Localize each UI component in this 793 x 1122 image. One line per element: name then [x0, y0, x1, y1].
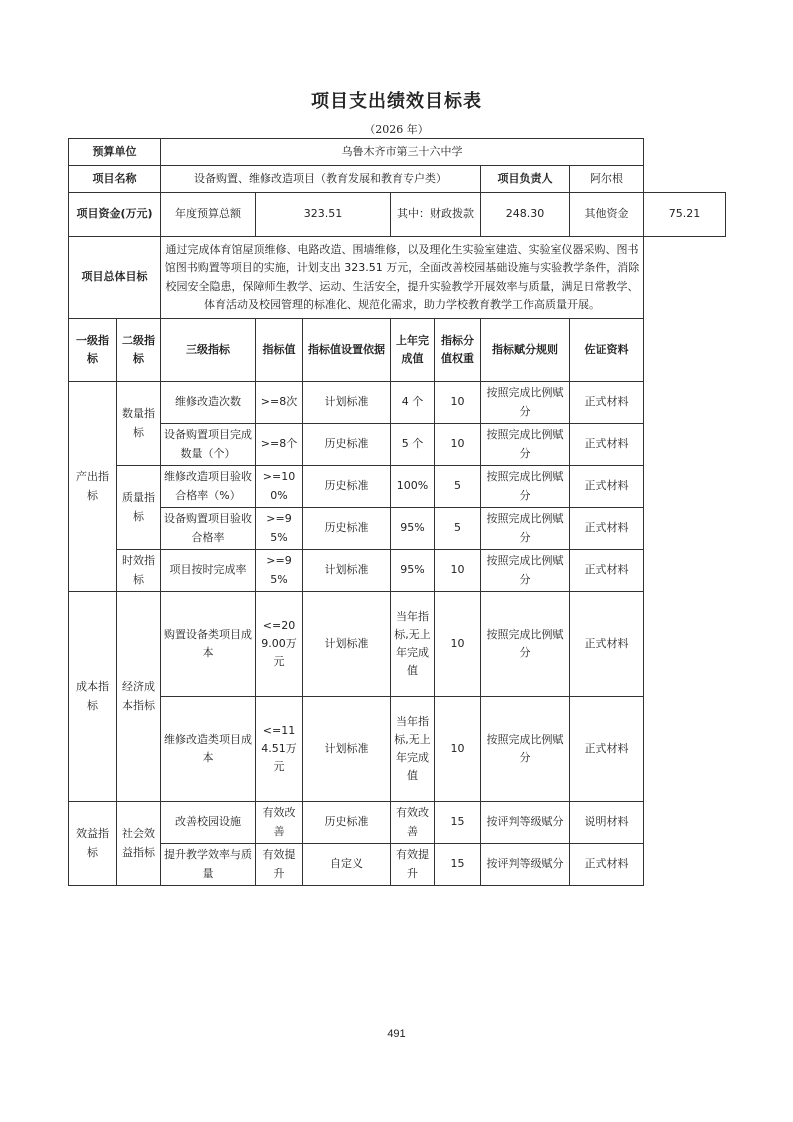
col-value: 指标值	[256, 319, 303, 382]
scoring-rule: 按照完成比例赋分	[481, 697, 570, 802]
page-number: 491	[387, 1028, 406, 1040]
col-level2: 二级指标	[117, 319, 161, 382]
goal-row	[69, 237, 726, 319]
goal-label: 项目总体目标	[69, 237, 161, 319]
evidence: 正式材料	[570, 550, 644, 592]
indicator: 维修改造类项目成本	[161, 697, 256, 802]
col-evidence: 佐证资料	[570, 319, 644, 382]
budget-unit-row	[69, 139, 726, 166]
indicator-value: >=100%	[256, 466, 303, 508]
table-row	[69, 592, 726, 697]
last-year-value: 4 个	[391, 382, 435, 424]
last-year-value: 有效改善	[391, 802, 435, 844]
other-value: 75.21	[644, 193, 726, 237]
fiscal-label: 其中：财政拨款	[391, 193, 481, 237]
indicator-basis: 计划标准	[303, 592, 391, 697]
goal-text: 通过完成体育馆屋顶维修、电路改造、围墙维修，以及理化生实验室建造、实验室仪器采购、图书馆图书购置等项目的实施，计划支出 323.51 万元，全面改善校园基础设施与实验教学条件，消除校园安全隐患，保障师生教学、运动、生活安全，提升实验教学开展效率与质量，满足日常教学、体育活动及校园管理的标准化、规范化需求，助力学校教育教学工作高质量开展。	[161, 237, 644, 319]
weight: 15	[435, 802, 481, 844]
scoring-rule: 按评判等级赋分	[481, 802, 570, 844]
leader-label: 项目负责人	[481, 166, 570, 193]
indicator-value: >=8次	[256, 382, 303, 424]
indicator: 维修改造项目验收合格率（%）	[161, 466, 256, 508]
indicator-value: >=95%	[256, 508, 303, 550]
indicator-value: 有效提升	[256, 844, 303, 886]
weight: 10	[435, 424, 481, 466]
indicator: 设备购置项目验收合格率	[161, 508, 256, 550]
scoring-rule: 按照完成比例赋分	[481, 466, 570, 508]
table-row	[69, 382, 726, 424]
level1-cost: 成本指标	[69, 592, 117, 802]
evidence: 正式材料	[570, 592, 644, 697]
evidence: 正式材料	[570, 382, 644, 424]
indicator-basis: 计划标准	[303, 382, 391, 424]
level1-output: 产出指标	[69, 382, 117, 592]
table-row	[69, 466, 726, 508]
weight: 10	[435, 592, 481, 697]
funds-row	[69, 193, 726, 237]
last-year-value: 当年指标,无上年完成值	[391, 592, 435, 697]
indicator: 设备购置项目完成数量（个）	[161, 424, 256, 466]
scoring-rule: 按照完成比例赋分	[481, 508, 570, 550]
leader-value: 阿尔根	[570, 166, 644, 193]
indicator-value: <=209.00万元	[256, 592, 303, 697]
fiscal-value: 248.30	[481, 193, 570, 237]
evidence: 正式材料	[570, 508, 644, 550]
indicator-basis: 历史标准	[303, 508, 391, 550]
indicator-basis: 计划标准	[303, 697, 391, 802]
level1-benefit: 效益指标	[69, 802, 117, 886]
project-name-row	[69, 166, 726, 193]
weight: 5	[435, 466, 481, 508]
last-year-value: 当年指标,无上年完成值	[391, 697, 435, 802]
annual-budget-value: 323.51	[256, 193, 391, 237]
evidence: 正式材料	[570, 697, 644, 802]
table-row	[69, 550, 726, 592]
page-title: 项目支出绩效目标表	[311, 91, 482, 112]
scoring-rule: 按照完成比例赋分	[481, 550, 570, 592]
col-basis: 指标值设置依据	[303, 319, 391, 382]
weight: 10	[435, 550, 481, 592]
level2-economic-cost: 经济成本指标	[117, 592, 161, 802]
indicator-basis: 历史标准	[303, 424, 391, 466]
level2-quantity: 数量指标	[117, 382, 161, 466]
indicator-basis: 历史标准	[303, 802, 391, 844]
funds-label: 项目资金(万元)	[69, 193, 161, 237]
weight: 10	[435, 697, 481, 802]
weight: 5	[435, 508, 481, 550]
indicator-value: 有效改善	[256, 802, 303, 844]
indicator: 购置设备类项目成本	[161, 592, 256, 697]
last-year-value: 5 个	[391, 424, 435, 466]
indicator: 维修改造次数	[161, 382, 256, 424]
indicator-basis: 计划标准	[303, 550, 391, 592]
scoring-rule: 按评判等级赋分	[481, 844, 570, 886]
indicator-value: <=114.51万元	[256, 697, 303, 802]
budget-unit-label: 预算单位	[69, 139, 161, 166]
annual-budget-label: 年度预算总额	[161, 193, 256, 237]
last-year-value: 95%	[391, 550, 435, 592]
col-level3: 三级指标	[161, 319, 256, 382]
project-name-value: 设备购置、维修改造项目（教育发展和教育专户类）	[161, 166, 481, 193]
scoring-rule: 按照完成比例赋分	[481, 382, 570, 424]
other-label: 其他资金	[570, 193, 644, 237]
indicator: 改善校园设施	[161, 802, 256, 844]
col-weight: 指标分值权重	[435, 319, 481, 382]
scoring-rule: 按照完成比例赋分	[481, 592, 570, 697]
level2-social-benefit: 社会效益指标	[117, 802, 161, 886]
project-name-label: 项目名称	[69, 166, 161, 193]
last-year-value: 100%	[391, 466, 435, 508]
col-last-year: 上年完成值	[391, 319, 435, 382]
last-year-value: 有效提升	[391, 844, 435, 886]
table-row	[69, 844, 726, 886]
evidence: 正式材料	[570, 424, 644, 466]
scoring-rule: 按照完成比例赋分	[481, 424, 570, 466]
col-level1: 一级指标	[69, 319, 117, 382]
col-rule: 指标赋分规则	[481, 319, 570, 382]
budget-unit-value: 乌鲁木齐市第三十六中学	[161, 139, 644, 166]
table-row	[69, 424, 726, 466]
indicator-basis: 自定义	[303, 844, 391, 886]
level2-timeliness: 时效指标	[117, 550, 161, 592]
weight: 10	[435, 382, 481, 424]
evidence: 正式材料	[570, 466, 644, 508]
last-year-value: 95%	[391, 508, 435, 550]
indicator-basis: 历史标准	[303, 466, 391, 508]
indicator-value: >=8个	[256, 424, 303, 466]
table-row	[69, 508, 726, 550]
evidence: 说明材料	[570, 802, 644, 844]
indicator: 提升教学效率与质量	[161, 844, 256, 886]
year-label: （2026 年）	[364, 123, 429, 136]
table-row	[69, 697, 726, 802]
indicator: 项目按时完成率	[161, 550, 256, 592]
weight: 15	[435, 844, 481, 886]
column-header-row	[69, 319, 726, 382]
table-row	[69, 802, 726, 844]
evidence: 正式材料	[570, 844, 644, 886]
performance-table	[68, 138, 726, 886]
indicator-value: >=95%	[256, 550, 303, 592]
level2-quality: 质量指标	[117, 466, 161, 550]
